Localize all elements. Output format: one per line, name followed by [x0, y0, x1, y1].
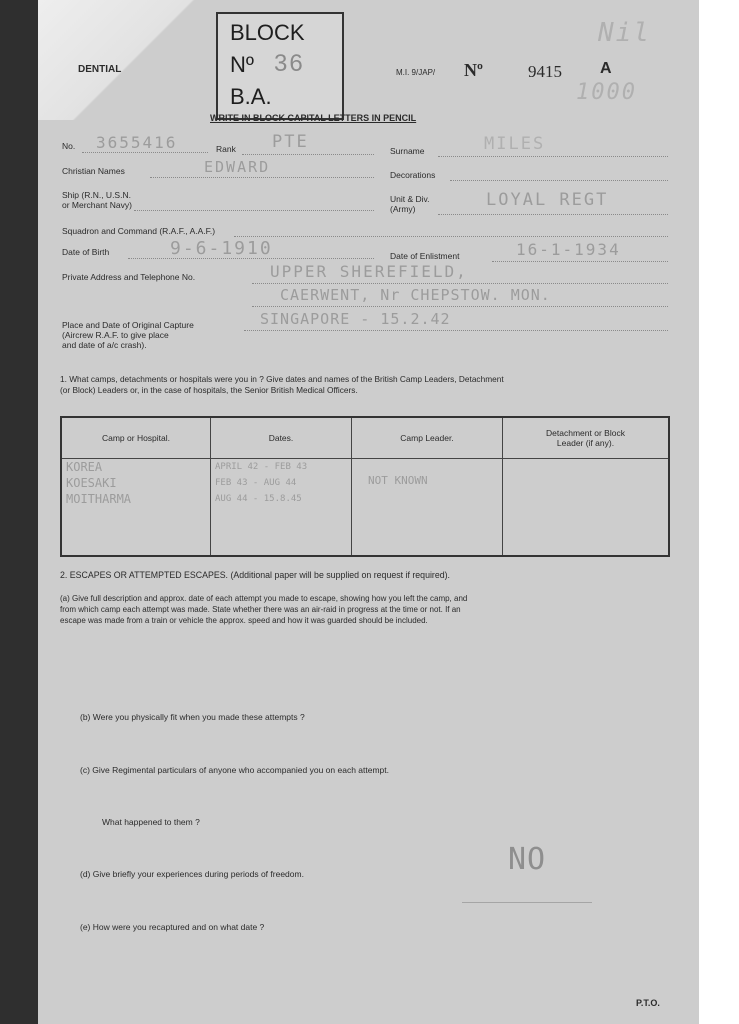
pencil-note-nil: Nil [598, 18, 651, 48]
ship-line [134, 210, 374, 211]
service-no-label: No. [62, 141, 76, 151]
enlistment-value: 16-1-1934 [516, 240, 621, 259]
capture-line [244, 330, 668, 331]
capture-value: SINGAPORE - 15.2.42 [260, 310, 451, 328]
form-suffix: A [600, 60, 612, 77]
q2c-text: (c) Give Regimental particulars of anyone who accompanied you on each attempt. [80, 765, 389, 775]
q2-heading: 2. ESCAPES OR ATTEMPTED ESCAPES. (Additional paper will be supplied on request if required). [60, 570, 451, 580]
camps-cell [61, 459, 211, 557]
scan-left-border [0, 0, 38, 1024]
pto-label: P.T.O. [636, 998, 660, 1008]
answer-underline [462, 902, 592, 903]
decorations-line [450, 180, 668, 181]
q1-text-2: (or Block) Leaders or, in the case of hospitals, the Senior British Medical Officers. [60, 385, 358, 395]
pencil-instruction: WRITE IN BLOCK CAPITAL LETTERS IN PENCIL [210, 113, 417, 123]
leader-entry: NOT KNOWN [368, 474, 428, 487]
camp-entry: KOREA [66, 460, 103, 474]
capture-label-1: Place and Date of Original Capture [62, 320, 194, 330]
q2e-text: (e) How were you recaptured and on what date ? [80, 922, 265, 932]
stamp-block-text: BLOCK [230, 20, 305, 45]
detachment-cell [503, 459, 670, 557]
surname-label: Surname [390, 146, 425, 156]
camps-table [60, 416, 670, 557]
unit-label-1: Unit & Div. [390, 194, 430, 204]
col-camp-leader: Camp Leader. [352, 417, 503, 459]
date-entry: APRIL 42 - FEB 43 [215, 462, 308, 472]
address-line-1 [252, 283, 668, 284]
q2a-text-3: escape was made from a train or vehicle the approx. speed and how it was guarded should be included. [60, 616, 428, 625]
q1-text-1: 1. What camps, detachments or hospitals were you in ? Give dates and names of the British Camp Leaders, Detachment [60, 374, 504, 384]
dates-cell [211, 459, 352, 557]
camps-table-header [61, 417, 669, 459]
capture-label-2: (Aircrew R.A.F. to give place [62, 330, 169, 340]
christian-names-value: EDWARD [204, 158, 271, 176]
christian-names-line [150, 177, 374, 178]
surname-line [438, 156, 668, 157]
col-camp: Camp or Hospital. [61, 417, 211, 459]
enlistment-label: Date of Enlistment [390, 251, 460, 261]
ship-label-1: Ship (R.N., U.S.N. [62, 190, 131, 200]
confidential-label: DENTIAL [78, 64, 122, 75]
form-no-label: Nº [464, 60, 483, 80]
form-number: 9415 [528, 62, 562, 81]
capture-label-3: and date of a/c crash). [62, 340, 147, 350]
leader-cell [352, 459, 503, 557]
q2d-text: (d) Give briefly your experiences during periods of freedom. [80, 869, 304, 879]
q2d-answer: NO [508, 842, 547, 877]
decorations-label: Decorations [390, 170, 436, 180]
q2a-text-2: from which camp each attempt was made. State whether there was an air-raid in progress at the time or not. If an [60, 605, 461, 614]
address-label: Private Address and Telephone No. [62, 272, 196, 282]
date-entry: FEB 43 - AUG 44 [215, 478, 297, 488]
service-no-value: 3655416 [96, 133, 178, 152]
stamp-no-text: Nº [230, 52, 254, 77]
address-value-2: CAERWENT, Nr CHEPSTOW. MON. [280, 286, 551, 304]
unit-label-2: (Army) [390, 204, 416, 214]
q2b-text: (b) Were you physically fit when you made these attempts ? [80, 712, 305, 722]
squadron-line [234, 236, 668, 237]
christian-names-label: Christian Names [62, 166, 125, 176]
address-line-2 [252, 306, 668, 307]
camps-table-row [61, 459, 669, 557]
dob-label: Date of Birth [62, 247, 110, 257]
scan-right-margin [699, 0, 739, 1024]
form-code: M.I. 9/JAP/ [396, 68, 436, 77]
squadron-label: Squadron and Command (R.A.F., A.A.F.) [62, 226, 216, 236]
form-page [38, 0, 699, 1024]
camp-entry: KOESAKI [66, 476, 117, 490]
q2a-text-1: (a) Give full description and approx. date of each attempt you made to escape, showing how you left the camp, and [60, 594, 468, 603]
address-value-1: UPPER SHEREFIELD, [270, 262, 468, 281]
rank-line [242, 154, 374, 155]
surname-value: MILES [484, 134, 546, 154]
service-no-line [82, 152, 208, 153]
rank-label: Rank [216, 144, 236, 154]
torn-corner [38, 0, 198, 120]
enlistment-line [492, 261, 668, 262]
col-dates: Dates. [211, 417, 352, 459]
stamp-ba-text: B.A. [230, 84, 272, 109]
date-entry: AUG 44 - 15.8.45 [215, 494, 302, 504]
unit-line [438, 214, 668, 215]
ship-label-2: or Merchant Navy) [62, 200, 132, 210]
stamp-number: 36 [274, 50, 305, 77]
dob-value: 9-6-1910 [170, 238, 273, 259]
q2c-followup-text: What happened to them ? [102, 817, 200, 827]
block-stamp [216, 12, 344, 120]
unit-value: LOYAL REGT [486, 190, 609, 210]
rank-value: PTE [272, 132, 309, 152]
col-detachment-leader: Detachment or Block Leader (if any). [503, 417, 670, 459]
pencil-note-number: 1000 [576, 80, 637, 105]
camp-entry: MOITHARMA [66, 492, 132, 506]
